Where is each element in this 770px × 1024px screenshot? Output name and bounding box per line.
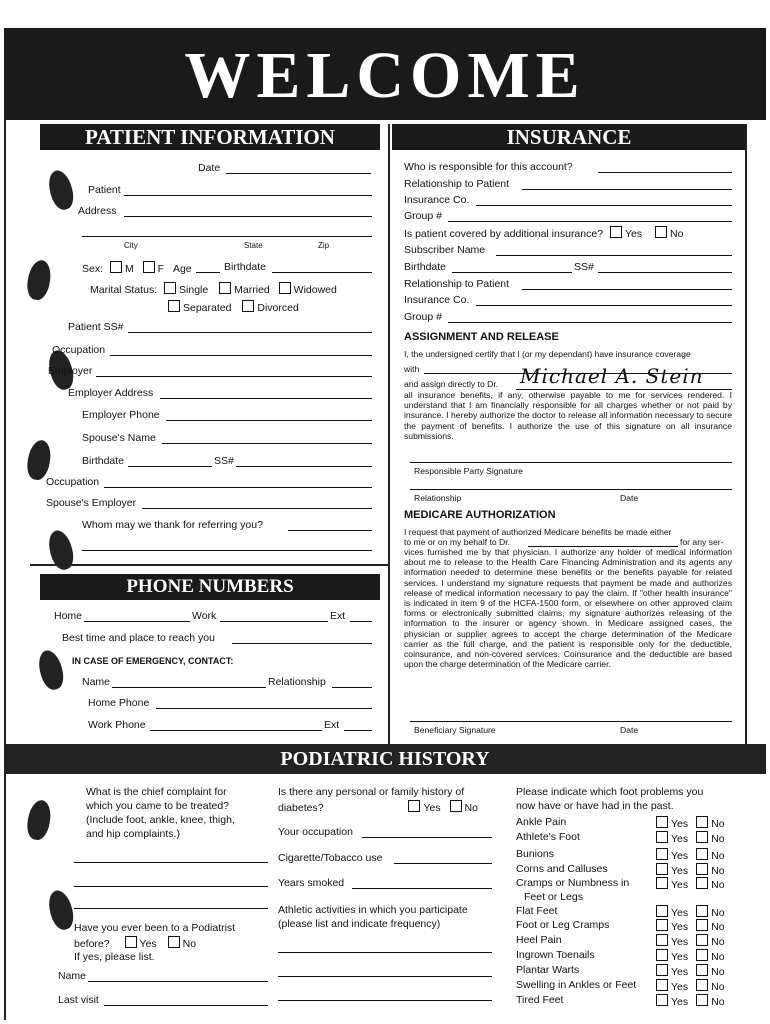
problem-row — [516, 979, 636, 991]
em-ext-label: Ext — [324, 719, 340, 731]
em-name-label: Name — [82, 676, 111, 688]
problem-no-checkbox[interactable] — [696, 979, 708, 991]
problem-yn — [656, 964, 725, 978]
problem-row — [516, 964, 579, 976]
family-row — [278, 800, 478, 814]
problem-yn — [656, 848, 725, 862]
podiatrist-row — [74, 936, 196, 950]
ins-birthdate-field[interactable] — [452, 272, 572, 273]
spouse-employer-label: Spouse's Employer — [46, 497, 137, 509]
assignment-assign: and assign directly to Dr. — [404, 379, 499, 389]
separated-label: Separated — [183, 302, 232, 314]
problem-yes-checkbox[interactable] — [656, 831, 668, 843]
ins-company2-label: Insurance Co. — [404, 294, 470, 306]
diabetes-yes-checkbox[interactable] — [408, 800, 420, 812]
problem-yes-checkbox[interactable] — [656, 877, 668, 889]
problem-yn — [656, 905, 725, 919]
employer-address-field[interactable] — [160, 398, 372, 399]
yes-label: Yes — [671, 833, 689, 845]
yes-label: Yes — [671, 865, 689, 877]
please-list: If yes, please list. — [74, 951, 155, 963]
problem-yn — [656, 994, 725, 1008]
occupation-label: Occupation — [52, 344, 106, 356]
age-label: Age — [172, 263, 192, 275]
problem-yes-checkbox[interactable] — [656, 949, 668, 961]
doctor-signature: Michael A. Stein — [520, 364, 704, 388]
problem-label: Corns and Calluses — [516, 863, 608, 875]
no-label: No — [711, 907, 725, 919]
medicare-l2a: to me or on my behalf to Dr. — [404, 537, 511, 547]
sex-m-checkbox[interactable] — [110, 261, 122, 273]
problem-yes-checkbox[interactable] — [656, 979, 668, 991]
single-checkbox[interactable] — [164, 282, 176, 294]
family-2: diabetes? — [278, 802, 324, 814]
ins-ss-label: SS# — [574, 261, 594, 273]
no-label: No — [711, 921, 725, 933]
problem-yn — [656, 877, 725, 891]
problem-no-checkbox[interactable] — [696, 848, 708, 860]
spouse-employer-field[interactable] — [142, 508, 372, 509]
city-label: City — [124, 241, 138, 250]
problem-yn — [656, 934, 725, 948]
problem-label: Cramps or Numbness in — [516, 877, 630, 889]
problem-no-checkbox[interactable] — [696, 863, 708, 875]
ins-company-field[interactable] — [476, 205, 732, 206]
medicare-l2b: for any ser- — [680, 537, 724, 547]
employer-address-label: Employer Address — [68, 387, 154, 399]
insurance-header: INSURANCE — [392, 124, 746, 150]
problem-label: Ankle Pain — [516, 816, 567, 828]
ins-relationship-field[interactable] — [522, 189, 732, 190]
athletic-field-1[interactable] — [278, 952, 492, 953]
athletic-field-2[interactable] — [278, 976, 492, 977]
relationship-sig-label: Relationship — [414, 493, 462, 503]
responsible-sig-label: Responsible Party Signature — [414, 466, 523, 476]
problem-yn — [656, 831, 725, 845]
podiatrist-1: Have you ever been to a Podiatrist — [74, 922, 236, 934]
separated-checkbox[interactable] — [168, 300, 180, 312]
problem-yn — [656, 949, 725, 963]
yes-label: Yes — [671, 879, 689, 891]
problem-label: Tired Feet — [516, 994, 564, 1006]
marital-label: Marital Status: — [90, 284, 158, 296]
ins-company-label: Insurance Co. — [404, 194, 470, 206]
birthdate-label: Birthdate — [224, 261, 267, 273]
problem-label: Foot or Leg Cramps — [516, 919, 610, 931]
sex-text: Sex: — [82, 263, 104, 275]
no-label: No — [711, 833, 725, 845]
address-field-2[interactable] — [82, 236, 372, 237]
no-label: No — [711, 981, 725, 993]
additional-label: Is patient covered by additional insurance? — [404, 228, 604, 240]
single-label: Single — [179, 284, 209, 296]
athletic-field-3[interactable] — [278, 1000, 492, 1001]
beneficiary-sig-field[interactable] — [410, 721, 732, 722]
yes-label: Yes — [671, 966, 689, 978]
problem-label: Athlete's Foot — [516, 831, 580, 843]
assignment-with: with — [404, 364, 420, 374]
problem-no-checkbox[interactable] — [696, 816, 708, 828]
em-ext-field[interactable] — [344, 730, 372, 731]
relationship-sig-field[interactable] — [410, 489, 732, 490]
employer-field[interactable] — [96, 376, 372, 377]
problem-yes-checkbox[interactable] — [656, 848, 668, 860]
problem-yes-checkbox[interactable] — [656, 934, 668, 946]
ins-group-label: Group # — [404, 210, 442, 222]
yes-label: Yes — [671, 907, 689, 919]
podiatrist-2: before? — [74, 938, 110, 950]
spouse-name-label: Spouse's Name — [82, 432, 156, 444]
problem-no-checkbox[interactable] — [696, 919, 708, 931]
pod-name-field[interactable] — [88, 981, 268, 982]
podiatrist-yes-label: Yes — [139, 938, 157, 950]
patient-label: Patient — [88, 184, 121, 196]
problem-row — [516, 863, 608, 875]
work-field[interactable] — [220, 621, 328, 622]
ins-relationship2-label: Relationship to Patient — [404, 278, 510, 290]
welcome-title: WELCOME — [184, 39, 586, 112]
problems-2: now have or have had in the past. — [516, 800, 674, 812]
work-label: Work — [192, 610, 217, 622]
complaint-4: and hip complaints.) — [86, 828, 180, 840]
problem-no-checkbox[interactable] — [696, 994, 708, 1006]
subscriber-label: Subscriber Name — [404, 244, 486, 256]
problem-no-checkbox[interactable] — [696, 831, 708, 843]
em-relationship-field[interactable] — [332, 687, 372, 688]
ins-birthdate-label: Birthdate — [404, 261, 447, 273]
problem-label: Plantar Warts — [516, 964, 580, 976]
podiatrist-no-label: No — [182, 938, 197, 950]
responsible-sig-field[interactable] — [410, 462, 732, 463]
yes-label: Yes — [671, 850, 689, 862]
spouse-name-field[interactable] — [162, 443, 372, 444]
spouse-occupation-label: Occupation — [46, 476, 100, 488]
ssn-field[interactable] — [128, 332, 372, 333]
diabetes-no-checkbox[interactable] — [450, 800, 462, 812]
years-smoked-field[interactable] — [352, 888, 492, 889]
sex-m-label: M — [124, 263, 134, 275]
employer-phone-label: Employer Phone — [82, 409, 160, 421]
best-time-label: Best time and place to reach you — [62, 632, 215, 644]
medicare-l1: I request that payment of authorized Medicare benefits be made either — [404, 527, 672, 537]
problem-no-checkbox[interactable] — [696, 877, 708, 889]
cigarette-field[interactable] — [394, 863, 492, 864]
ssn-label: Patient SS# — [68, 321, 124, 333]
medicare-body: vices furnished me by that physician. I authorize any holder of medical information about me to release to the Health Care Financing Administration and its agents any information needed to determine these benefits or the benefits payable for related services. I understand my signature requests that payment be made and authorizes release of medical information necessary to pay the claim. If "other health insurance" is indicated in item 9 of the HCFA-1500 form, or elsewhere on other approved claim forms or electronically submitted claims, my signature authorizes releasing of the information to the insurer or agency shown. In Medicare assigned cases, the physician or supplier agrees to accept the charge determination of the Medicare carrier as the full charge, and the patient is responsible only for the deductible, coinsurance, and non-covered services. Coinsurance and the deductible are based upon the charge determination of the Medicare carrier. — [404, 547, 732, 670]
no-label: No — [711, 996, 725, 1008]
years-smoked-label: Years smoked — [278, 877, 345, 889]
no-label: No — [711, 936, 725, 948]
problem-row-cont — [524, 891, 583, 903]
sex-label — [82, 261, 192, 275]
left-frame — [4, 120, 6, 1020]
spouse-ss-label: SS# — [214, 455, 234, 467]
problem-yn — [656, 863, 725, 877]
problem-row — [516, 994, 563, 1006]
complaint-2: which you came to be treated? — [86, 800, 230, 812]
em-work-phone-field[interactable] — [150, 730, 322, 731]
pod-name-label: Name — [58, 970, 87, 982]
podiatric-title: PODIATRIC HISTORY — [280, 748, 490, 770]
spouse-birthdate-label: Birthdate — [82, 455, 125, 467]
yes-label: Yes — [671, 996, 689, 1008]
em-home-phone-label: Home Phone — [88, 697, 150, 709]
family-1: Is there any personal or family history of — [278, 786, 465, 798]
athletic-2: (please list and indicate frequency) — [278, 918, 441, 930]
employer-label: Employer — [48, 365, 93, 377]
right-frame — [745, 124, 747, 744]
problem-no-checkbox[interactable] — [696, 934, 708, 946]
ins-relationship2-field[interactable] — [522, 289, 732, 290]
complaint-3: (Include foot, ankle, knee, thigh, — [86, 814, 235, 826]
last-visit-field[interactable] — [104, 1005, 268, 1006]
yes-label: Yes — [671, 818, 689, 830]
additional-yes-label: Yes — [624, 228, 643, 240]
em-relationship-label: Relationship — [268, 676, 326, 688]
problem-row — [516, 848, 554, 860]
ins-company2-field[interactable] — [476, 305, 732, 306]
complaint-field-3[interactable] — [74, 908, 268, 909]
podiatrist-no-checkbox[interactable] — [168, 936, 180, 948]
assignment-title: ASSIGNMENT AND RELEASE — [404, 331, 559, 343]
problem-row — [516, 949, 595, 961]
additional-row — [404, 226, 683, 240]
best-time-field[interactable] — [232, 643, 372, 644]
ins-relationship-label: Relationship to Patient — [404, 178, 510, 190]
podiatrist-yes-checkbox[interactable] — [125, 936, 137, 948]
marital-row-2 — [168, 300, 299, 314]
referral-label: Whom may we thank for referring you? — [82, 519, 263, 531]
problem-row — [516, 831, 580, 843]
sex-f-checkbox[interactable] — [143, 261, 155, 273]
problem-yes-checkbox[interactable] — [656, 964, 668, 976]
widowed-checkbox[interactable] — [279, 282, 291, 294]
married-checkbox[interactable] — [219, 282, 231, 294]
date-field[interactable] — [226, 173, 371, 174]
ins-group-field[interactable] — [448, 221, 732, 222]
complaint-field-2[interactable] — [74, 886, 268, 887]
no-label: No — [711, 865, 725, 877]
em-name-field[interactable] — [112, 687, 266, 688]
problem-label: Ingrown Toenails — [516, 949, 595, 961]
married-label: Married — [234, 284, 270, 296]
additional-no-label: No — [670, 228, 684, 240]
problem-yes-checkbox[interactable] — [656, 919, 668, 931]
em-home-phone-field[interactable] — [156, 708, 372, 709]
problem-row — [516, 877, 629, 889]
medicare-date-label: Date — [620, 725, 639, 735]
marital-row — [90, 282, 337, 296]
divorced-checkbox[interactable] — [242, 300, 254, 312]
patient-info-header: PATIENT INFORMATION — [40, 124, 380, 150]
yes-label: Yes — [671, 981, 689, 993]
em-work-phone-label: Work Phone — [88, 719, 146, 731]
ins-group2-label: Group # — [404, 311, 442, 323]
complaint-1: What is the chief complaint for — [86, 786, 227, 798]
cigarette-label: Cigarette/Tobacco use — [278, 852, 383, 864]
birthdate-field[interactable] — [272, 272, 372, 273]
widowed-label: Widowed — [293, 284, 337, 296]
ext-field[interactable] — [350, 621, 372, 622]
sex-f-label: F — [157, 263, 165, 275]
address-field[interactable] — [124, 216, 372, 217]
problem-yn — [656, 816, 725, 830]
divorced-label: Divorced — [257, 302, 299, 314]
athletic-1: Athletic activities in which you participate — [278, 904, 468, 916]
home-field[interactable] — [84, 621, 190, 622]
responsible-field[interactable] — [598, 172, 732, 173]
beneficiary-sig-label: Beneficiary Signature — [414, 725, 496, 735]
occupation-field[interactable] — [110, 355, 372, 356]
ins-ss-field[interactable] — [598, 272, 732, 273]
patient-field[interactable] — [124, 195, 372, 196]
phone-header: PHONE NUMBERS — [40, 574, 380, 600]
problem-yes-checkbox[interactable] — [656, 994, 668, 1006]
diabetes-no-label: No — [464, 802, 478, 814]
date-label: Date — [198, 162, 221, 174]
no-label: No — [711, 818, 725, 830]
subscriber-field[interactable] — [496, 255, 732, 256]
center-divider — [388, 124, 390, 744]
additional-no-checkbox[interactable] — [655, 226, 667, 238]
your-occupation-label: Your occupation — [278, 826, 353, 838]
age-field[interactable] — [196, 272, 220, 273]
yes-label: Yes — [671, 951, 689, 963]
spouse-birthdate-field[interactable] — [128, 466, 212, 467]
problem-no-checkbox[interactable] — [696, 905, 708, 917]
no-label: No — [711, 879, 725, 891]
problem-row — [516, 919, 609, 931]
problem-no-checkbox[interactable] — [696, 949, 708, 961]
emergency-label: IN CASE OF EMERGENCY, CONTACT: — [72, 656, 234, 666]
spouse-occupation-field[interactable] — [104, 487, 372, 488]
problem-no-checkbox[interactable] — [696, 964, 708, 976]
problem-label: Feet or Legs — [524, 891, 583, 903]
assignment-line1: I, the undersigned certify that I (or my dependant) have insurance coverage — [404, 349, 691, 359]
medicare-title: MEDICARE AUTHORIZATION — [404, 509, 556, 521]
problem-yn — [656, 979, 725, 993]
problem-yes-checkbox[interactable] — [656, 816, 668, 828]
your-occupation-field[interactable] — [362, 837, 492, 838]
problem-row — [516, 934, 562, 946]
problem-label: Bunions — [516, 848, 554, 860]
state-label: State — [244, 241, 263, 250]
last-visit-label: Last visit — [58, 994, 99, 1006]
patient-bottom-rule — [30, 564, 388, 566]
yes-label: Yes — [671, 921, 689, 933]
zip-label: Zip — [318, 241, 330, 250]
assignment-body: all insurance benefits, if any, otherwise payable to me for services rendered. I understand that I am financially responsible for all charges whether or not paid by insurance. I hereby authorize the doctor to release all information necessary to secure the payment of benefits. I authorize the use of this signature on all insurance submissions. — [404, 390, 732, 441]
additional-yes-checkbox[interactable] — [610, 226, 622, 238]
problems-1: Please indicate which foot problems you — [516, 786, 704, 798]
assignment-date-label: Date — [620, 493, 639, 503]
problem-yn — [656, 919, 725, 933]
no-label: No — [711, 966, 725, 978]
employer-phone-field[interactable] — [166, 420, 372, 421]
diabetes-yes-label: Yes — [423, 802, 441, 814]
ext-label: Ext — [330, 610, 346, 622]
address-label: Address — [78, 205, 117, 217]
complaint-field-1[interactable] — [74, 862, 268, 863]
referral-field-2[interactable] — [82, 550, 372, 551]
problem-row — [516, 905, 557, 917]
problem-yes-checkbox[interactable] — [656, 905, 668, 917]
yes-label: Yes — [671, 936, 689, 948]
spouse-ss-field[interactable] — [236, 466, 372, 467]
ins-group2-field[interactable] — [448, 322, 732, 323]
no-label: No — [711, 850, 725, 862]
no-label: No — [711, 951, 725, 963]
referral-field[interactable] — [288, 530, 372, 531]
responsible-label: Who is responsible for this account? — [404, 161, 573, 173]
home-label: Home — [54, 610, 83, 622]
problem-yes-checkbox[interactable] — [656, 863, 668, 875]
problem-row — [516, 816, 566, 828]
problem-label: Swelling in Ankles or Feet — [516, 979, 637, 991]
problem-label: Heel Pain — [516, 934, 562, 946]
problem-label: Flat Feet — [516, 905, 558, 917]
